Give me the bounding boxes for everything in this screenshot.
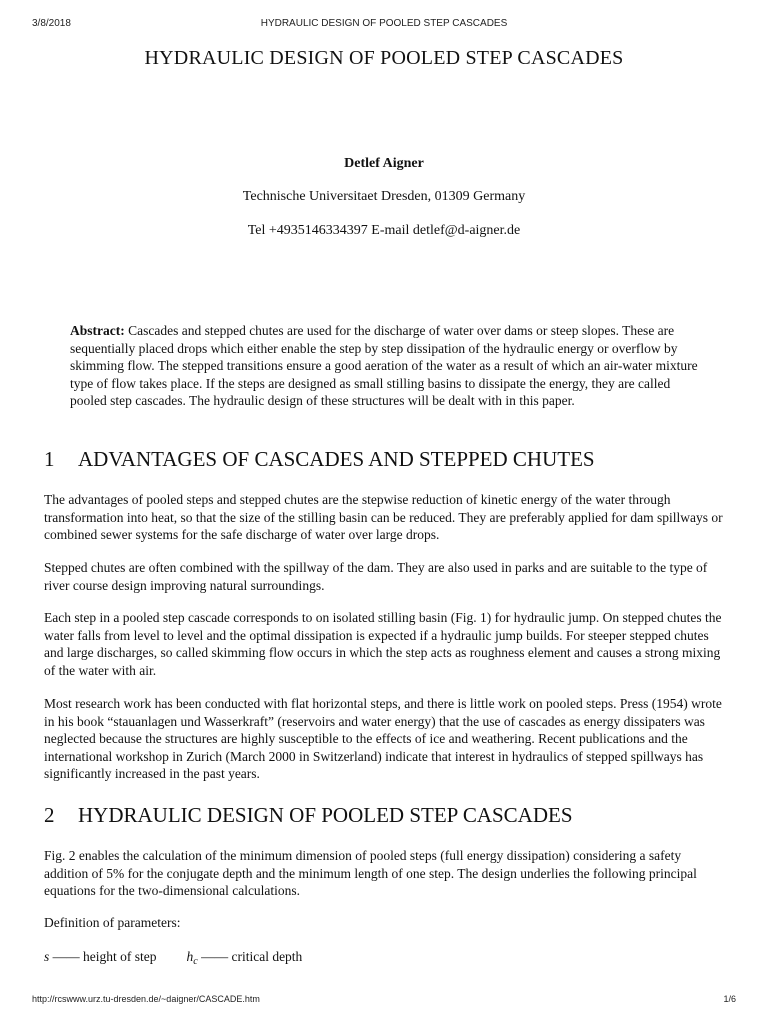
param-h-symbol: h (186, 949, 194, 964)
page-footer (32, 994, 736, 1008)
section-2-title: HYDRAULIC DESIGN OF POOLED STEP CASCADES (78, 803, 573, 827)
page-url: http://rcswww.urz.tu-dresden.de/~daigner/CASCADE.htm (32, 994, 260, 1004)
section-1-heading (44, 447, 724, 472)
param-s-symbol: s (44, 949, 50, 964)
section-2-number: 2 (44, 803, 55, 827)
document-title: HYDRAULIC DESIGN OF POOLED STEP CASCADES (144, 47, 624, 69)
section-1-title: ADVANTAGES OF CASCADES AND STEPPED CHUTES (78, 447, 595, 471)
page-number: 1/6 (723, 994, 736, 1004)
param-h-subscript: c (193, 956, 198, 967)
section-1-paragraph: The advantages of pooled steps and stepped chutes are the stepwise reduction of kinetic energy of the water through transformation into heat, so that the size of the stilling basin can be reduced. They are preferably applied for dam spillways or combined sewer systems for the safe discharge of water over large drops. (44, 492, 723, 542)
author-name: Detlef Aigner (344, 156, 424, 171)
section-1-number: 1 (44, 447, 55, 471)
section-1-paragraph: Each step in a pooled step cascade corresponds to on isolated stilling basin (Fig. 1) for hydraulic jump. On stepped chutes the water falls from level to level and the optimal dissipation is expected if a hydraulic jump builds. For steeper stepped chutes and large discharges, so called skimming flow occurs in which the step acts as roughness element and causes a strong mixing of the water with air. (44, 610, 722, 678)
section-2-paragraph: Fig. 2 enables the calculation of the minimum dimension of pooled steps (full energy dissipation) considering a safety addition of 5% for the conjugate depth and the minimum length of one step. The design underlies the following principal equations for the two-dimensional calculations. (44, 848, 697, 898)
abstract-text: Cascades and stepped chutes are used for the discharge of water over dams or steep slopes. These are sequentially placed drops which either enable the step by step dissipation of the hydraulic energy or overflow by skimming flow. The stepped transitions ensure a good aeration of the water as a result of which an air-water mixture type of flow takes place. If the steps are designed as small stilling basins to dissipate the energy, they are called pooled step cascades. The hydraulic design of these structures will be dealt with in this paper. (70, 323, 698, 408)
param-h-text: —— critical depth (197, 949, 303, 964)
section-2-heading (44, 803, 724, 828)
definition-heading: Definition of parameters: (44, 915, 181, 930)
abstract (70, 322, 706, 410)
param-s-text: —— height of step (49, 949, 157, 964)
page-header (32, 18, 736, 32)
author-affiliation: Technische Universitaet Dresden, 01309 Germany (242, 189, 526, 204)
section-1-paragraph: Most research work has been conducted with flat horizontal steps, and there is little work on pooled steps. Press (1954) wrote in his book “stauanlagen und Wasserkraft” (reservoirs and water energy) that the use of cascades as energy dissipaters was neglected because the structures are highly susceptible to the effects of ice and weathering. Recent publications and the international workshop in Zurich (March 2000 in Switzerland) indicate that interest in hydraulics of stepped spillways has significantly increased in the past years. (44, 696, 722, 781)
running-title: HYDRAULIC DESIGN OF POOLED STEP CASCADES (260, 18, 508, 29)
section-1-paragraph: Stepped chutes are often combined with the spillway of the dam. They are also used in parks and are suitable to the type of river course design improving natural surroundings. (44, 560, 708, 593)
author-contact: Tel +4935146334397 E-mail detlef@d-aigner.de (247, 223, 521, 238)
abstract-label: Abstract: (70, 323, 125, 338)
parameter-definitions (44, 948, 724, 971)
print-date: 3/8/2018 (32, 18, 71, 29)
